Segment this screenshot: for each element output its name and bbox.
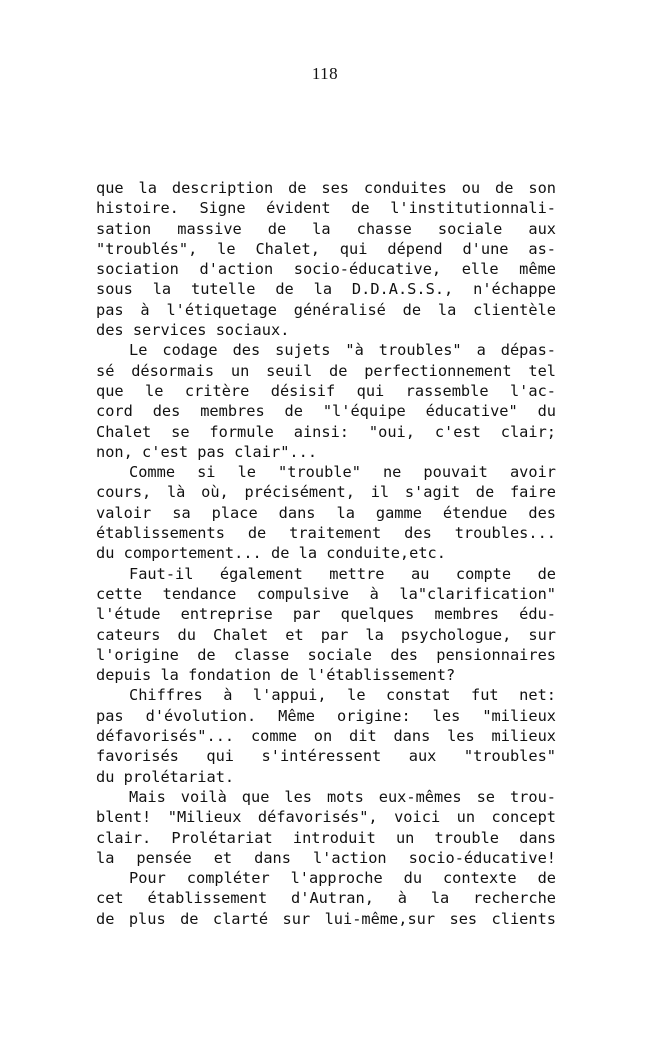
- text-line: cateurs du Chalet et par la psychologue, sur: [96, 625, 556, 644]
- text-line: des services sociaux.: [96, 321, 290, 340]
- text-line: blent! "Milieux défavorisés", voici un concept: [96, 808, 556, 827]
- text-line: Comme si le "trouble" ne pouvait avoir: [129, 463, 556, 482]
- text-line: du prolétariat.: [96, 767, 235, 786]
- text-line: valoir sa place dans la gamme étendue des: [96, 503, 556, 522]
- text-line: l'étude entreprise par quelques membres édu-: [96, 605, 556, 624]
- text-line: que la description de ses conduites ou de son: [96, 179, 556, 197]
- text-line: la pensée et dans l'action socio-éducative!: [96, 848, 556, 867]
- text-line: Chiffres à l'appui, le constat fut net:: [129, 686, 556, 705]
- text-line: sociation d'action socio-éducative, elle même: [96, 260, 556, 279]
- body-text: [96, 178, 556, 929]
- text-line: Chalet se formule ainsi: "oui, c'est clair;: [96, 422, 556, 441]
- text-line: Mais voilà que les mots eux-mêmes se trou-: [129, 787, 556, 806]
- text-line: cette tendance compulsive à la"clarification": [96, 584, 556, 603]
- text-line: favorisés qui s'intéressent aux "troubles": [96, 747, 556, 766]
- text-line: Faut-il également mettre au compte de: [129, 564, 556, 583]
- text-line: histoire. Signe évident de l'institutionnali-: [96, 199, 556, 218]
- text-line: cet établissement d'Autran, à la recherche: [96, 889, 556, 908]
- text-line: défavorisés"... comme on dit dans les milieux: [96, 727, 556, 746]
- text-line: cord des membres de "l'équipe éducative" du: [96, 402, 556, 421]
- text-line: de plus de clarté sur lui-même,sur ses clients: [96, 909, 556, 928]
- text-line: du comportement... de la conduite,etc.: [96, 544, 446, 563]
- text-line: "troublés", le Chalet, qui dépend d'une as-: [96, 239, 556, 258]
- text-line: depuis la fondation de l'établissement?: [96, 666, 456, 685]
- text-line: Le codage des sujets "à troubles" a dépas-: [129, 341, 556, 360]
- text-line: sé désormais un seuil de perfectionnement tel: [96, 361, 556, 380]
- text-line: sation massive de la chasse sociale aux: [96, 219, 556, 238]
- text-line: que le critère désisif qui rassemble l'ac-: [96, 381, 556, 400]
- text-line: clair. Prolétariat introduit un trouble dans: [96, 828, 556, 847]
- text-line: cours, là où, précisément, il s'agit de faire: [96, 483, 556, 502]
- text-line: l'origine de classe sociale des pensionnaires: [96, 645, 556, 664]
- text-line: établissements de traitement des troubles...: [96, 524, 556, 543]
- text-line: pas à l'étiquetage généralisé de la clientèle: [96, 300, 556, 319]
- page-number: 118: [311, 64, 339, 83]
- text-line: pas d'évolution. Même origine: les "milieux: [96, 706, 556, 725]
- text-line: sous la tutelle de la D.D.A.S.S., n'échappe: [96, 280, 556, 299]
- text-line: Pour compléter l'approche du contexte de: [129, 869, 556, 888]
- text-line: non, c'est pas clair"...: [96, 442, 318, 461]
